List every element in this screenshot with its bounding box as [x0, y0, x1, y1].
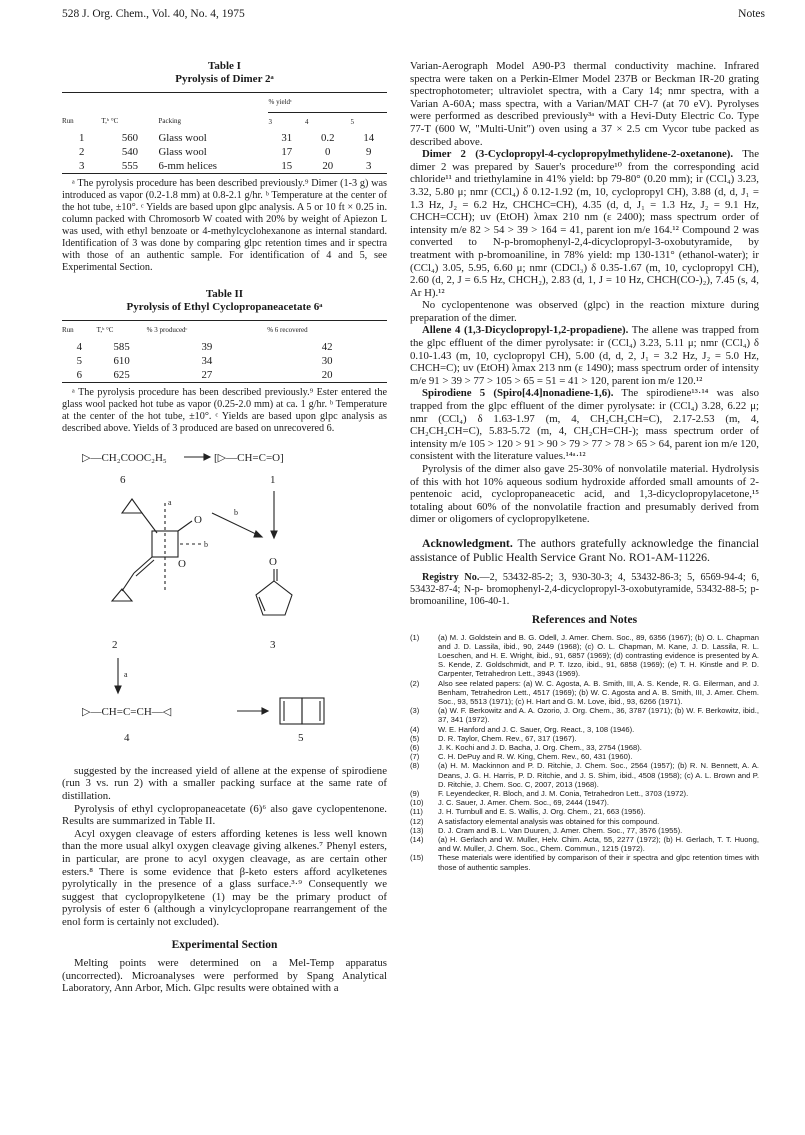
left-para-3: Acyl oxygen cleavage of esters affording ketenes is less well known than the more usual alkyl oxygen cleavage giving alkenes.⁷ Phenyl esters, in particular, are prone to acyl oxygen cleavage, as are certain other esters.⁸ There is some evidence that β-keto esters afford acylketenes pyrolytically in the presence of a glass surface.³·⁹ Consequently we suggest that cyclopropylketene (1) may be the primary product of pyrolysis of ester 6 (although a vinylcyclopropane rearrangement of the enol form is certainly not excluded). — [62, 827, 387, 928]
table1-cell: 560 — [121, 132, 139, 145]
reference-number: (13) — [410, 825, 424, 835]
registry-heading: Registry No. — [422, 571, 480, 583]
allene-4-para — [410, 324, 759, 387]
reference-number: (11) — [410, 807, 423, 817]
experimental-heading: Experimental Section — [171, 938, 278, 951]
reference-text: F. Leyendecker, R. Bloch, and J. M. Conia, Tetrahedron Lett., 3703 (1972). — [438, 789, 689, 799]
table1-cell: 3 — [62, 159, 101, 174]
reference-number: (10) — [410, 798, 424, 808]
header-citation: 528 J. Org. Chem., Vol. 40, No. 4, 1975 — [62, 8, 245, 20]
reference-item — [410, 826, 759, 835]
table1-cell: 540 — [121, 146, 139, 159]
acknowledgment-heading: Acknowledgment. — [422, 535, 513, 550]
reference-item — [410, 725, 759, 734]
table2 — [62, 320, 387, 383]
reference-number: (2) — [410, 678, 420, 688]
table1-col-header: Packing — [158, 117, 182, 126]
table2-row — [62, 368, 387, 383]
spirodiene-5-body: The spirodiene¹³·¹⁴ was also trapped from the glpc effluent of the dimer pyrolysate: ir (CCl₄) 3.28, 6.22 μ; nmr (CCl₄) δ 1.63-1.97 (m, 4, CH₂CH₂CH=C), 2.17-2.53 (m, 4, CH₂CH₂CH=C), 5.83-5.72 (m, 4, CH₂CH=CH-); mass spectrum order of intensity m/e 105 > 120 > 91 > 90 > 79 > 77 > 78 > 65 > 64, parent ion m/e 120, consistent with the literature values.¹⁴ᵃ·¹² — [410, 387, 759, 463]
reference-text: These materials were identified by comparison of their ir spectra and glpc retention times with those of authentic samples. — [438, 853, 759, 872]
header-section: Notes — [738, 8, 765, 20]
reference-item — [410, 679, 759, 707]
table1-cell: 3 — [351, 159, 387, 174]
table1-col-header: 3 — [268, 117, 272, 126]
reference-text: D. J. Cram and B. L. Van Duuren, J. Amer. Chem. Soc., 77, 3576 (1955). — [438, 825, 683, 835]
table1-row — [62, 131, 387, 145]
table1-row — [62, 145, 387, 159]
references-heading: References and Notes — [531, 613, 638, 626]
table1-subtitle: Pyrolysis of Dimer 2ᵃ — [175, 73, 274, 85]
table2-col-header: % 6 recovered — [267, 326, 308, 335]
reference-number: (12) — [410, 816, 424, 826]
spirodiene-5-heading: Spirodiene 5 (Spiro[4.4]nonadiene-1,6). — [422, 387, 614, 400]
reference-text: (a) H. Gerlach and W. Muller, Helv. Chim. Acta, 55, 2277 (1972); (b) H. Gerlach, T. T. Huong, and W. Muller, J. Chem. Soc., Chem. Commun., 1215 (1972). — [438, 835, 759, 854]
reference-item — [410, 807, 759, 816]
table2-cell: 20 — [267, 368, 387, 383]
table2-col-header: % 3 producedᶜ — [146, 326, 188, 335]
scheme-label-5: 5 — [298, 731, 304, 744]
scheme-allene: ▷—CH=C=CH—◁ — [82, 705, 172, 718]
reference-text: (a) W. F. Berkowitz and A. A. Ozorio, J. Org. Chem., 36, 3787 (1971); (b) W. F. Berkowitz, ibid., 37, 341 (1972). — [438, 706, 759, 725]
left-para-2: Pyrolysis of ethyl cyclopropaneacetate (6)⁶ also gave cyclopentenone. Results are summarized in Table II. — [62, 802, 387, 828]
table2-cell: 610 — [113, 354, 130, 367]
table1-row — [62, 159, 387, 174]
reference-text: D. R. Taylor, Chem. Rev., 67, 317 (1967). — [438, 733, 577, 743]
table1-yield-header: % yieldᶜ — [268, 93, 387, 113]
table1-cell: 0 — [325, 146, 331, 159]
right-para-1: Varian-Aerograph Model A90-P3 thermal conductivity machine. Infrared spectra were taken on a Perkin-Elmer Model 237B or Beckman IR-20 grating spectrophotometer; ultraviolet spectra, with a Cary 14; nmr spectra, with a Varian A-60A; mass spectra, with a Varian/MAT CH-7 (at 70 eV). Pyrolyses were performed as described previously³ᵃ with a Hevi-Duty Electric Co. Type 77-T (600 W, "Multi-Unit") oven using a 37 × 2.5 cm Vycor tube packed as described above. — [410, 60, 759, 148]
scheme-label-2: 2 — [112, 638, 118, 651]
reference-item — [410, 853, 759, 871]
scheme-ketene: [▷—CH=C=O] — [214, 451, 284, 464]
reference-text: C. H. DePuy and R. W. King, Chem. Rev., 60, 431 (1960). — [438, 752, 633, 762]
right-column — [410, 60, 759, 872]
reference-number: (15) — [410, 853, 424, 863]
table1-cell: 2 — [79, 146, 85, 159]
dimer-2-body: The dimer 2 was prepared by Sauer's procedure¹⁰ from the corresponding acid chloride¹¹ and triethylamine in 41% yield: bp 79-80° (0.20 mm); ir (CCl₄) 3.23, 3.32, 5.80 μ; nmr (CCl₄) δ 0.12-1.92 (m, 10, cyclopropyl CH), 3.88 (d, d, J₁ = 1.3 Hz, J₂ = 6.2 Hz, CHCHC=CH), 4.35 (d, d, J₁ = 1.3 Hz, J₂ = 9.1 Hz, CHCH=CCH); uv (EtOH) λmax 210 nm (ε 2400); mass spectrum order of intensity m/e 82 > 54 > 39 > 164 = 41, parent ion m/e 164.¹² Compound 2 was converted to N-p-bromophenyl-2,4-dicyclopropyl-3-oxobutyramide, by treatment with p-bromoaniline, in 78% yield: mp 130-131° (ethanol-water); ir (CCl₄) 3.05, 5.95, 6.60 μ; nmr (CDCl₃) δ 0.35-1.67 (m, 10, cyclopropyl CH), 2.60 (d, 2, J = 6.5 Hz, CHCH₂), 2.83 (d, 1, J = 10 Hz, CHCH(CO-)₂), 7.45 (s, 4, Ar H).¹² — [410, 148, 759, 299]
acknowledgment — [410, 536, 759, 564]
reference-text: (a) M. J. Goldstein and B. G. Odell, J. Amer. Chem. Soc., 89, 6356 (1967); (b) O. L. Chapman and J. D. Lassila, ibid., 90, 2449 (1968); (c) O. L. Chapman, M. Kane, J. D. Lassila, R. L. Loeschen, and H. E. Wright, ibid., 91, 6857 (1969); (d) contrasting evidence is presented by A. S. Kende, Z. Goldschmidt, and P. T. Izzo, ibid., 91, 6858 (1969); (e) T. H. Kinstle and P. D. Carpenter, Tetrahedron Lett., 3943 (1969). — [438, 632, 759, 679]
table1-cell: Glass wool — [158, 146, 207, 159]
svg-text:O: O — [194, 513, 202, 526]
table2-cell: 27 — [147, 368, 268, 383]
table2-footnote: ᵃ The pyrolysis procedure has been described previously.⁹ Ester entered the glass wool packed hot tube as vapor (0.25-2.0 mm) at ca. 1 g/hr. ᵇ Temperature at the center of the hot tube, ±10°. ᶜ Yields are based upon glpc analysis as described above. Yields of 3 produced are based on unrecovered 6. — [62, 386, 387, 434]
reference-number: (9) — [410, 789, 420, 799]
reference-item — [410, 706, 759, 724]
reference-number: (6) — [410, 743, 420, 752]
table1 — [62, 92, 387, 174]
references-list — [410, 633, 759, 872]
scheme-label-3: 3 — [270, 638, 276, 651]
table2-cell: 39 — [201, 340, 213, 353]
reference-item — [410, 633, 759, 679]
svg-text:O: O — [269, 555, 277, 568]
table1-cell: 0.2 — [320, 132, 335, 145]
right-para-3: Pyrolysis of the dimer also gave 25-30% of nonvolatile material. Hydrolysis of this with hot 10% aqueous sodium hydroxide afforded small amounts of 2-pentenoic acid, cyclopropaneacetic acid, and 1,3-dicyclopropylacetone,¹⁵ totaling about 60% of the nonvolatile fraction and presumably derived from dimer or oligomers of cyclopropylketene. — [410, 463, 759, 526]
reference-item — [410, 752, 759, 761]
right-para-2: No cyclopentenone was observed (glpc) in the reaction mixture during preparation of the dimer. — [410, 299, 759, 324]
reference-text: A satisfactory elemental analysis was obtained for this compound. — [438, 816, 660, 826]
table2-cell: 34 — [201, 354, 213, 367]
reference-text: J. H. Turnbull and E. S. Wallis, J. Org. Chem., 21, 663 (1956). — [438, 807, 646, 817]
table1-col-header: T,ᵇ °C — [101, 117, 119, 126]
reference-number: (7) — [410, 752, 420, 762]
acknowledgment-body: The authors gratefully acknowledge the financial assistance of Public Health Service Grant No. RO1-AM-11226. — [410, 535, 759, 564]
scheme-label-6: 6 — [120, 473, 126, 486]
reaction-scheme — [62, 443, 387, 823]
left-para-4: Melting points were determined on a Mel-Temp apparatus (uncorrected). Microanalyses were performed by Spang Analytical Laboratory, Ann Arbor, Mich. Glpc results were obtained with a — [62, 957, 387, 995]
table1-title: Table I — [208, 60, 241, 72]
table1-cell: 31 — [281, 132, 293, 145]
table1-cell: 20 — [305, 159, 351, 174]
table2-cell: 42 — [321, 340, 333, 353]
reference-text: J. C. Sauer, J. Amer. Chem. Soc., 69, 2444 (1947). — [438, 798, 609, 808]
scheme-drawing — [62, 443, 387, 823]
reference-number: (8) — [410, 761, 420, 771]
table1-cell: 15 — [268, 159, 304, 174]
scheme-label-a2: a — [124, 669, 128, 679]
scheme-label-b: b — [204, 539, 208, 549]
reference-item — [410, 789, 759, 798]
allene-4-body: The allene was trapped from the glpc effluent of the dimer pyrolysate: ir (CCl₄) 3.23, 5.11 μ; nmr (CCl₄) δ 0.10-1.43 (m, 10, cyclopropyl CH), 5.00 (d, d, 2, J₁ = 3.2 Hz, J₂ = 5.0 Hz, CHCH=C); uv (EtOH) λmax 213 nm (ε 1490); mass spectrum order of intensity m/e 91 > 39 > 77 > 105 > 65 = 51 = 41 > 120, parent ion m/e 120.¹² — [410, 324, 760, 387]
table2-col-header: Run — [62, 326, 74, 335]
table2-cell: 6 — [62, 368, 97, 383]
dimer-2-heading: Dimer 2 (3-Cyclopropyl-4-cyclopropylmethylidene-2-oxetanone). — [422, 148, 734, 161]
svg-text:O: O — [178, 557, 186, 570]
reference-number: (14) — [410, 835, 424, 845]
table2-col-header: T,ᵇ °C — [96, 326, 114, 335]
table2-cell: 4 — [76, 340, 82, 353]
table2-title: Table II — [205, 288, 244, 301]
table1-cell: 555 — [101, 159, 158, 174]
table2-cell: 585 — [113, 340, 130, 353]
reference-item — [410, 817, 759, 826]
table2-row — [62, 354, 387, 368]
table2-cell: 5 — [76, 354, 82, 367]
scheme-label-b2: b — [234, 507, 238, 517]
table1-cell: 9 — [366, 146, 372, 159]
allene-4-heading: Allene 4 (1,3-Dicyclopropyl-1,2-propadiene). — [422, 324, 629, 337]
table1-cell: Glass wool — [158, 132, 207, 145]
registry-numbers — [410, 572, 759, 608]
table1-footnote: ᵃ The pyrolysis procedure has been described previously.⁹ Dimer (1-3 g) was introduced as vapor (0.2-1.8 mm) at 0.8-2.1 g/hr. ᵇ Temperature at the center of the hot tube, ±10°. ᶜ Yields are based upon glpc analysis. A 5 or 10 ft × 0.25 in. column packed with Chromosorb W coated with 20% by weight of Apiezon L was used, with ethyl benzoate or 4-methylcyclohexanone as internal standard. Identification of 3 was done by comparing glpc retention times and ir spectra with those of an authentic sample. For identification of 4 and 5, see Experimental Section. — [62, 178, 387, 274]
reference-text: Also see related papers: (a) W. C. Agosta, A. B. Smith, III, A. S. Kende, R. G. Eilerman, and J. Benham, Tetrahedron Lett., 4517 (1969); (b) W. C. Agosta and A. B. Smith, III, J. Amer. Chem. Soc., 93, 5513 (1971); (c) H. Hart and G. M. Love, ibid., 93, 6266 (1971). — [438, 678, 759, 706]
dimer-2-para — [410, 148, 759, 299]
reference-number: (5) — [410, 733, 420, 743]
spirodiene-5-para — [410, 387, 759, 463]
scheme-ester: ▷—CH₂COOC₂H₅ — [82, 451, 167, 464]
table1-col-header: Run — [62, 117, 74, 126]
table2-cell: 30 — [321, 354, 333, 367]
reference-item — [410, 734, 759, 743]
table1-cell: 6-mm helices — [158, 159, 268, 174]
reference-item — [410, 835, 759, 853]
table2-cell: 625 — [97, 368, 147, 383]
reference-number: (3) — [410, 706, 420, 716]
reference-text: W. E. Hanford and J. C. Sauer, Org. React., 3, 108 (1946). — [438, 724, 635, 734]
table2-row — [62, 340, 387, 354]
scheme-label-1: 1 — [270, 473, 276, 486]
scheme-label-a: a — [168, 497, 172, 507]
left-column — [62, 60, 387, 995]
table1-col-header: 5 — [350, 117, 355, 126]
reference-item — [410, 743, 759, 752]
reference-item — [410, 761, 759, 789]
table1-cell: 17 — [281, 146, 293, 159]
reference-item — [410, 798, 759, 807]
left-para-1: suggested by the increased yield of allene at the expense of spirodiene (run 3 vs. run 2) with a smaller packing surface at the same rate of distillation. — [62, 764, 387, 802]
running-header — [62, 8, 765, 24]
registry-body: —2, 53432-85-2; 3, 930-30-3; 4, 53432-86-3; 5, 6569-94-4; 6, 53432-87-4; N-p- bromophenyl-2,4-dicyclopropyl-3-oxobutyramide, 53432-88-5; p- bromoaniline, 106-40-1. — [410, 571, 759, 607]
table1-col-header: 4 — [304, 117, 309, 126]
reference-number: (1) — [410, 632, 420, 642]
reference-number: (4) — [410, 724, 420, 734]
reference-text: (a) H. M. Mackinnon and P. D. Ritchie, J. Chem. Soc., 2564 (1957); (b) R. N. Bennett, A. A. Deans, J. G. H. Harris, P. D. Ritchie, and J. S. Shim, ibid., 4508 (1958); (c) A. L. Brown and P. D. Ritchie, J. Chem. Soc. C, 2007, 2013 (1968). — [438, 761, 759, 789]
table1-cell: 14 — [363, 132, 375, 145]
table2-subtitle: Pyrolysis of Ethyl Cyclopropaneacetate 6ᵃ — [126, 301, 323, 314]
table1-cell: 1 — [79, 132, 85, 145]
scheme-label-4: 4 — [124, 731, 130, 744]
reference-text: J. K. Kochi and J. D. Bacha, J. Org. Chem., 33, 2754 (1968). — [438, 743, 642, 752]
